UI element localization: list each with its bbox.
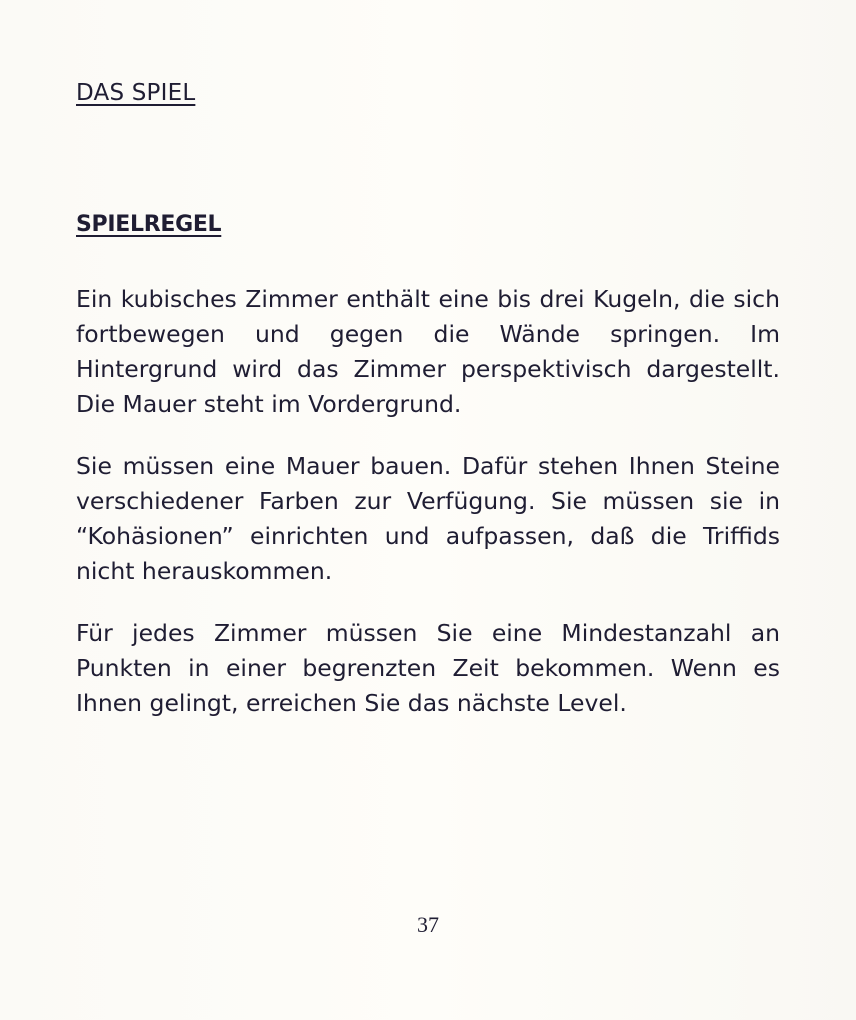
- page-number: 37: [417, 912, 439, 937]
- paragraph: Sie müssen eine Mauer bauen. Dafür stehen Ihnen Steine verschiedener Farben zur Verfügung. Sie müssen sie in “Kohäsionen” einrichten und aufpassen, daß die Triffids nicht herauskommen.: [76, 452, 780, 585]
- paragraph: Für jedes Zimmer müssen Sie eine Mindestanzahl an Punkten in einer begrenzten Zeit bekommen. Wenn es Ihnen gelingt, erreichen Sie das nächste Level.: [76, 619, 780, 717]
- section-title: DAS SPIEL: [76, 80, 196, 106]
- paragraph: Ein kubisches Zimmer enthält eine bis drei Kugeln, die sich fortbewegen und gegen die Wände springen. Im Hintergrund wird das Zimmer perspektivisch dargestellt. Die Mauer steht im Vordergrund.: [76, 285, 780, 418]
- body-text: [76, 282, 780, 748]
- subsection-title: SPIELREGEL: [76, 212, 222, 237]
